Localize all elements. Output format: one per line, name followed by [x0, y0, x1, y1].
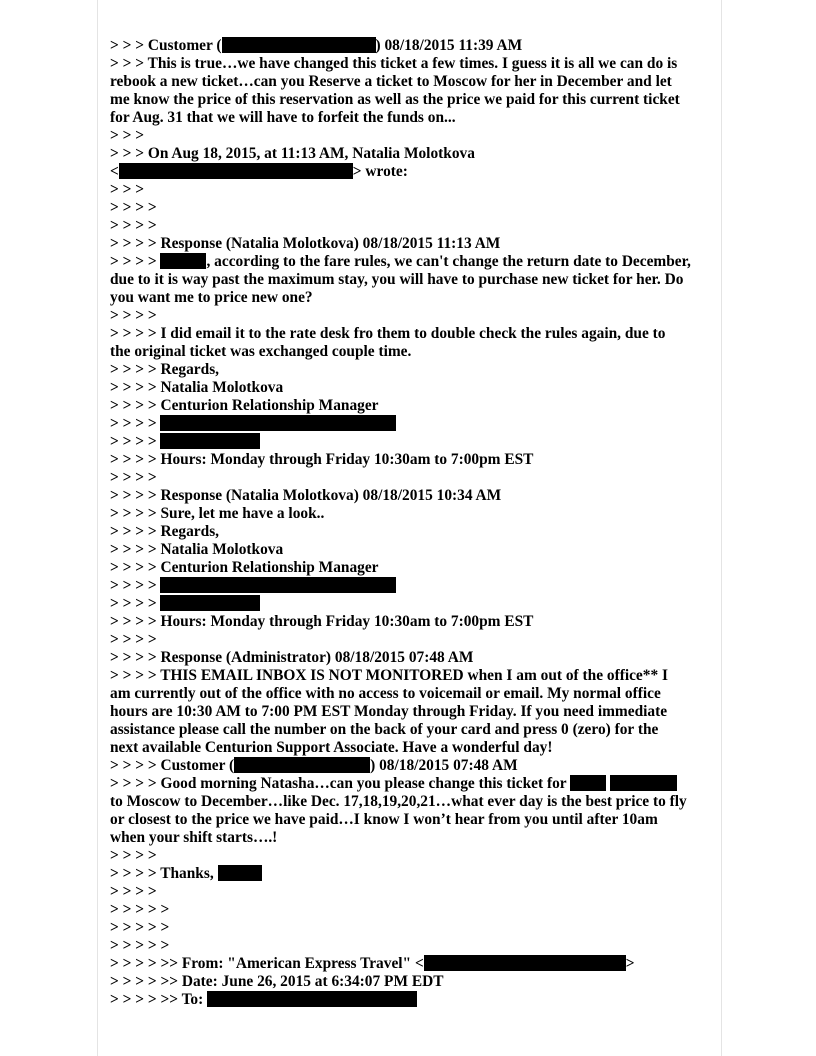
email-line	[110, 55, 722, 73]
redaction-box	[222, 37, 376, 53]
redaction-box	[160, 415, 396, 431]
redaction-box	[610, 775, 677, 791]
email-line	[110, 181, 722, 199]
redaction-box	[207, 991, 417, 1007]
line-text: > > >	[110, 127, 145, 144]
line-text: > > > Customer (	[110, 37, 222, 54]
line-text: > > > > >> From: "American Express Travel" <	[110, 955, 424, 972]
email-line	[110, 703, 722, 721]
email-line	[110, 559, 722, 577]
email-line	[110, 271, 722, 289]
line-text: due to it is way past the maximum stay, you will have to purchase new ticket for her. Do	[110, 271, 684, 288]
line-text: > > >	[110, 181, 145, 198]
line-text: >	[625, 955, 635, 972]
email-line	[110, 721, 722, 739]
email-line	[110, 937, 722, 955]
line-text: > > > > Natalia Molotkova	[110, 541, 284, 558]
email-line	[110, 253, 722, 271]
email-line	[110, 757, 722, 775]
email-line	[110, 829, 722, 847]
email-line	[110, 667, 722, 685]
line-text: > > > >	[110, 199, 157, 216]
line-text: > > > > Regards,	[110, 523, 220, 540]
redaction-box	[234, 757, 370, 773]
line-text: > > > >	[110, 847, 157, 864]
line-text: > > > > >> Date: June 26, 2015 at 6:34:07 PM EDT	[110, 973, 444, 990]
email-line	[110, 397, 722, 415]
email-line	[110, 865, 722, 883]
line-text: or closest to the price we have paid…I know I won’t hear from you until after 10am	[110, 811, 658, 828]
email-line	[110, 415, 722, 433]
email-thread-document	[110, 37, 722, 1009]
email-line	[110, 505, 722, 523]
email-line	[110, 199, 722, 217]
email-line	[110, 811, 722, 829]
email-line	[110, 649, 722, 667]
line-text: > > > > Response (Administrator) 08/18/2015 07:48 AM	[110, 649, 474, 666]
line-text: > > > > Centurion Relationship Manager	[110, 559, 379, 576]
email-line	[110, 289, 722, 307]
email-line	[110, 451, 722, 469]
email-line	[110, 523, 722, 541]
email-line	[110, 901, 722, 919]
line-text: > > > > Good morning Natasha…can you please change this ticket for	[110, 775, 571, 792]
email-line	[110, 883, 722, 901]
email-line	[110, 217, 722, 235]
email-line	[110, 145, 722, 163]
line-text: when your shift starts….!	[110, 829, 278, 846]
email-line	[110, 595, 722, 613]
line-text: > > > > THIS EMAIL INBOX IS NOT MONITORED when I am out of the office** I	[110, 667, 668, 684]
email-line	[110, 469, 722, 487]
line-text: > > > >	[110, 469, 157, 486]
line-text: > > > This is true…we have changed this ticket a few times. I guess it is all we can do is	[110, 55, 678, 72]
line-text: > > > >	[110, 595, 161, 612]
line-text: > > > > I did email it to the rate desk fro them to double check the rules again, due to	[110, 325, 666, 342]
line-text: > > > > Response (Natalia Molotkova) 08/18/2015 10:34 AM	[110, 487, 502, 504]
line-text: > > > >	[110, 217, 157, 234]
email-line	[110, 577, 722, 595]
email-line	[110, 163, 722, 181]
line-text: to Moscow to December…like Dec. 17,18,19,20,21…what ever day is the best price to fly	[110, 793, 687, 810]
email-line	[110, 109, 722, 127]
line-text: > > > > >	[110, 937, 170, 954]
line-text: am currently out of the office with no access to voicemail or email. My normal office	[110, 685, 661, 702]
line-text: > > > > Regards,	[110, 361, 220, 378]
line-text: > > > >	[110, 307, 157, 324]
email-line	[110, 235, 722, 253]
line-text: > wrote:	[352, 163, 408, 180]
email-line	[110, 487, 722, 505]
email-line	[110, 631, 722, 649]
redaction-box	[570, 775, 606, 791]
line-text: > > > On Aug 18, 2015, at 11:13 AM, Natalia Molotkova	[110, 145, 475, 162]
email-line	[110, 613, 722, 631]
line-text: hours are 10:30 AM to 7:00 PM EST Monday through Friday. If you need immediate	[110, 703, 668, 720]
line-text: > > > > Customer (	[110, 757, 235, 774]
email-line	[110, 325, 722, 343]
email-line	[110, 991, 722, 1009]
line-text: ) 08/18/2015 11:39 AM	[375, 37, 523, 54]
email-line	[110, 379, 722, 397]
line-text: you want me to price new one?	[110, 289, 313, 306]
email-line	[110, 541, 722, 559]
redaction-box	[424, 955, 626, 971]
line-text: > > > > Hours: Monday through Friday 10:30am to 7:00pm EST	[110, 451, 534, 468]
line-text: > > > > Centurion Relationship Manager	[110, 397, 379, 414]
line-text: > > > >	[110, 631, 157, 648]
line-text: > > > >	[110, 415, 161, 432]
redaction-box	[160, 433, 260, 449]
line-text: > > > > >> To:	[110, 991, 208, 1008]
email-line	[110, 955, 722, 973]
email-line	[110, 793, 722, 811]
line-text: ) 08/18/2015 07:48 AM	[370, 757, 518, 774]
email-line	[110, 91, 722, 109]
line-text: me know the price of this reservation as well as the price we paid for this current ticket	[110, 91, 680, 108]
email-line	[110, 739, 722, 757]
redaction-box	[160, 577, 396, 593]
line-text: the original ticket was exchanged couple time.	[110, 343, 412, 360]
email-line	[110, 433, 722, 451]
redaction-box	[160, 595, 260, 611]
email-line	[110, 343, 722, 361]
line-text: next available Centurion Support Associate. Have a wonderful day!	[110, 739, 553, 756]
line-text: <	[110, 163, 119, 180]
line-text: assistance please call the number on the back of your card and press 0 (zero) for the	[110, 721, 659, 738]
line-text: > > > >	[110, 433, 161, 450]
line-text: > > > >	[110, 253, 161, 270]
email-line	[110, 847, 722, 865]
line-text: > > > >	[110, 577, 161, 594]
line-text: > > > > >	[110, 919, 170, 936]
line-text: > > > >	[110, 883, 157, 900]
redaction-box	[119, 163, 353, 179]
email-line	[110, 73, 722, 91]
line-text: rebook a new ticket…can you Reserve a ticket to Moscow for her in December and let	[110, 73, 672, 90]
line-text: > > > > >	[110, 901, 170, 918]
line-text: > > > > Sure, let me have a look..	[110, 505, 325, 522]
redaction-box	[218, 865, 262, 881]
email-line	[110, 37, 722, 55]
line-text: , according to the fare rules, we can't change the return date to December,	[206, 253, 691, 270]
email-line	[110, 127, 722, 145]
line-text: > > > > Thanks,	[110, 865, 218, 882]
email-line	[110, 307, 722, 325]
email-line	[110, 973, 722, 991]
line-text: for Aug. 31 that we will have to forfeit the funds on...	[110, 109, 456, 126]
email-line	[110, 919, 722, 937]
line-text: > > > > Response (Natalia Molotkova) 08/18/2015 11:13 AM	[110, 235, 501, 252]
line-text: > > > > Natalia Molotkova	[110, 379, 284, 396]
redaction-box	[160, 253, 206, 269]
email-line	[110, 361, 722, 379]
email-line	[110, 685, 722, 703]
email-line	[110, 775, 722, 793]
line-text: > > > > Hours: Monday through Friday 10:30am to 7:00pm EST	[110, 613, 534, 630]
